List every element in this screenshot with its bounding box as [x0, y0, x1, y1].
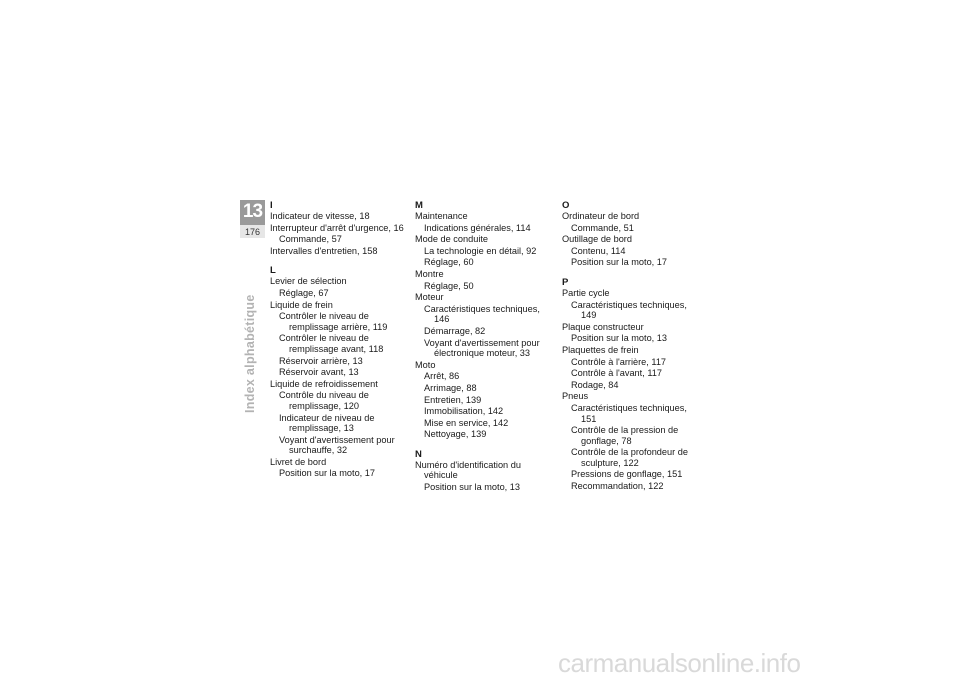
index-subentry: Démarrage, 82 — [424, 325, 486, 336]
index-letter: I — [270, 200, 273, 211]
index-column-2 — [415, 201, 555, 494]
chapter-title: Index alphabétique — [243, 294, 257, 413]
index-subentry: Rodage, 84 — [571, 379, 619, 390]
watermark: carmanualsonline.info — [558, 648, 801, 678]
index-entry: Plaque constructeur — [562, 321, 644, 332]
index-entry: Plaquettes de frein — [562, 344, 639, 355]
index-subentry: Réservoir avant, 13 — [279, 367, 359, 378]
index-subentry: Caractéristiques techniques, 149 — [571, 299, 687, 321]
index-subentry: Immobilisation, 142 — [424, 406, 504, 417]
index-subentry: Recommandation, 122 — [571, 481, 664, 492]
index-subentry: Entretien, 139 — [424, 394, 482, 405]
chapter-tab — [240, 200, 265, 238]
index-subentry: Commande, 57 — [279, 234, 342, 245]
index-entry: Livret de bord — [270, 456, 327, 467]
index-subentry: Contrôle à l'arrière, 117 — [571, 356, 667, 367]
index-letter: L — [270, 265, 276, 277]
section-spacer — [562, 269, 702, 278]
index-subentry: Réservoir arrière, 13 — [279, 355, 363, 366]
index-entry: Montre — [415, 268, 444, 279]
index-letter: O — [562, 200, 570, 211]
index-letter: N — [415, 448, 422, 460]
index-entry: Indicateur de vitesse, 18 — [270, 211, 370, 221]
index-entry: Mode de conduite — [415, 234, 489, 245]
chapter-number: 13 — [242, 201, 263, 222]
index-entry: Moto — [415, 359, 436, 370]
index-entry: Liquide de refroidissement — [270, 378, 378, 389]
section-spacer — [415, 441, 555, 450]
index-subentry: Réglage, 60 — [424, 257, 474, 268]
index-subentry: Contrôle de la profondeur de sculpture, 122 — [571, 447, 688, 468]
index-entry: Interrupteur d'arrêt d'urgence, 16 — [270, 222, 404, 233]
page-number: 176 — [240, 225, 265, 238]
index-subentry: Pressions de gonflage, 151 — [571, 469, 683, 480]
index-subentry: Arrimage, 88 — [424, 382, 477, 393]
index-subentry: Réglage, 67 — [279, 287, 329, 298]
index-subentry: Mise en service, 142 — [424, 417, 509, 428]
index-entry: Maintenance — [415, 211, 468, 221]
index-subentry: Position sur la moto, 17 — [279, 468, 376, 479]
index-entry: Numéro d'identification du véhicule — [415, 459, 521, 481]
index-entry: Partie cycle — [562, 287, 610, 298]
index-entry: Liquide de frein — [270, 299, 333, 310]
index-subentry: Position sur la moto, 13 — [571, 333, 668, 344]
index-subentry: Arrêt, 86 — [424, 371, 460, 382]
index-subentry: Voyant d'avertissement pour surchauffe, 32 — [279, 434, 395, 456]
index-entry: Ordinateur de bord — [562, 211, 640, 221]
section-spacer — [270, 257, 410, 266]
index-subentry: Contrôler le niveau de remplissage avant, 118 — [279, 333, 384, 354]
index-subentry: Contrôler le niveau de remplissage arrière, 119 — [279, 311, 388, 332]
index-entry: Outillage de bord — [562, 234, 632, 245]
index-column-1 — [270, 201, 410, 480]
index-subentry: Commande, 51 — [571, 222, 634, 233]
index-entry: Levier de sélection — [270, 276, 347, 287]
index-subentry: Contenu, 114 — [571, 245, 626, 256]
index-subentry: Contrôle à l'avant, 117 — [571, 368, 662, 379]
index-subentry: Nettoyage, 139 — [424, 429, 487, 440]
index-column-3 — [562, 201, 702, 493]
index-subentry: Contrôle du niveau de remplissage, 120 — [279, 390, 369, 411]
index-subentry: Caractéristiques techniques, 146 — [424, 303, 540, 325]
index-subentry: La technologie en détail, 92 — [424, 245, 537, 256]
index-entry: Pneus — [562, 391, 589, 402]
index-letter: M — [415, 200, 423, 211]
index-subentry: Position sur la moto, 17 — [571, 257, 668, 268]
index-subentry: Caractéristiques techniques, 151 — [571, 402, 687, 424]
index-subentry: Indicateur de niveau de remplissage, 13 — [279, 412, 375, 434]
index-letter: P — [562, 276, 569, 288]
index-entry: Intervalles d'entretien, 158 — [270, 245, 378, 256]
index-entry: Moteur — [415, 292, 444, 303]
index-subentry: Contrôle de la pression de gonflage, 78 — [571, 425, 679, 446]
index-subentry: Réglage, 50 — [424, 280, 474, 291]
index-subentry: Indications générales, 114 — [424, 222, 531, 233]
index-subentry: Position sur la moto, 13 — [424, 482, 521, 493]
index-subentry: Voyant d'avertissement pour électronique moteur, 33 — [424, 337, 540, 359]
